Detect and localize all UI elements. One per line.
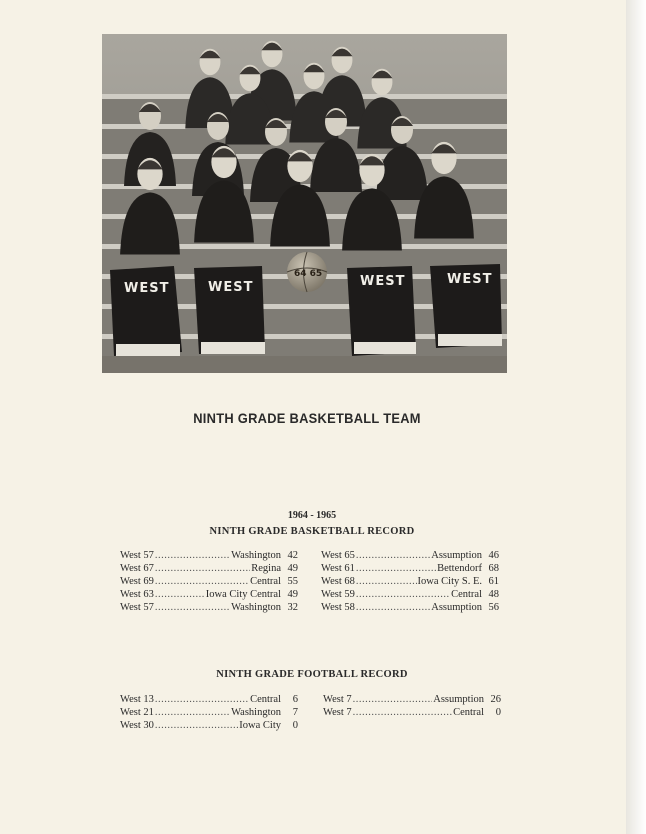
opponent-name: Assumption <box>431 550 482 561</box>
jersey-2-label: WEST <box>208 280 254 295</box>
opponent-name: Washington <box>231 550 281 561</box>
game-result-row <box>120 693 298 706</box>
football-record-left-column <box>120 693 298 732</box>
basketball <box>287 252 327 292</box>
team-score: West 21 <box>120 707 154 718</box>
opponent-score: 0 <box>292 720 298 731</box>
photo-caption: NINTH GRADE BASKETBALL TEAM <box>193 410 421 426</box>
jersey-1-label: WEST <box>124 281 170 296</box>
team-score: West 67 <box>120 563 154 574</box>
team-score: West 7 <box>323 707 352 718</box>
jersey-3 <box>347 266 416 356</box>
season-years: 1964 - 1965 <box>287 510 337 521</box>
opponent-score: 42 <box>287 550 298 561</box>
game-result-row <box>120 601 298 614</box>
game-result-row <box>323 693 501 706</box>
basketball-record-title: NINTH GRADE BASKETBALL RECORD <box>209 526 415 537</box>
opponent-name: Regina <box>251 563 281 574</box>
game-result-row <box>321 601 499 614</box>
jersey-4-label: WEST <box>447 272 493 287</box>
jersey-3-label: WEST <box>360 274 406 289</box>
team-score: West 7 <box>323 694 352 705</box>
leader-dots <box>356 575 417 588</box>
game-result-row <box>321 562 499 575</box>
opponent-name: Washington <box>231 707 281 718</box>
opponent-score: 48 <box>488 589 499 600</box>
team-score: West 57 <box>120 550 154 561</box>
game-result-row <box>120 588 298 601</box>
game-result-row <box>120 575 298 588</box>
leader-dots <box>155 575 249 588</box>
opponent-name: Central <box>250 694 281 705</box>
opponent-name: Washington <box>231 602 281 613</box>
basketball-record-left-column <box>120 549 298 614</box>
football-record-title: NINTH GRADE FOOTBALL RECORD <box>216 669 408 680</box>
team-score: West 61 <box>321 563 355 574</box>
football-record-right-column <box>323 693 501 719</box>
game-result-row <box>323 706 501 719</box>
team-score: West 58 <box>321 602 355 613</box>
team-score: West 63 <box>120 589 154 600</box>
opponent-score: 0 <box>495 707 501 718</box>
opponent-name: Bettendorf <box>437 563 482 574</box>
jersey-4 <box>430 264 502 348</box>
opponent-score: 68 <box>488 563 499 574</box>
game-result-row <box>120 719 298 732</box>
opponent-score: 26 <box>490 694 501 705</box>
team-score: West 68 <box>321 576 355 587</box>
leader-dots <box>155 562 250 575</box>
opponent-score: 56 <box>488 602 499 613</box>
leader-dots <box>356 549 430 562</box>
leader-dots <box>155 693 249 706</box>
game-result-row <box>120 549 298 562</box>
opponent-score: 32 <box>287 602 298 613</box>
team-score: West 13 <box>120 694 154 705</box>
team-score: West 57 <box>120 602 154 613</box>
opponent-name: Central <box>250 576 281 587</box>
leader-dots <box>155 706 230 719</box>
opponent-name: Assumption <box>431 602 482 613</box>
page-edge <box>626 0 646 834</box>
game-result-row <box>120 706 298 719</box>
basketball-record-right-column <box>321 549 499 614</box>
leader-dots <box>155 549 230 562</box>
leader-dots <box>353 706 452 719</box>
opponent-name: Iowa City S. E. <box>417 576 482 587</box>
leader-dots <box>356 588 450 601</box>
game-result-row <box>120 562 298 575</box>
team-photo-illustration <box>102 34 507 373</box>
game-result-row <box>321 588 499 601</box>
game-result-row <box>321 549 499 562</box>
opponent-score: 7 <box>292 707 298 718</box>
leader-dots <box>356 601 430 614</box>
opponent-name: Central <box>451 589 482 600</box>
game-result-row <box>321 575 499 588</box>
team-score: West 59 <box>321 589 355 600</box>
leader-dots <box>353 693 433 706</box>
leader-dots <box>155 719 238 732</box>
leader-dots <box>356 562 436 575</box>
leader-dots <box>155 601 230 614</box>
team-score: West 69 <box>120 576 154 587</box>
jersey-2 <box>194 266 265 354</box>
opponent-score: 49 <box>287 563 298 574</box>
opponent-score: 61 <box>488 576 499 587</box>
team-score: West 65 <box>321 550 355 561</box>
opponent-score: 55 <box>287 576 298 587</box>
team-score: West 30 <box>120 720 154 731</box>
opponent-name: Iowa City Central <box>205 589 281 600</box>
gym-floor <box>102 356 507 373</box>
opponent-score: 49 <box>287 589 298 600</box>
jersey-1 <box>110 266 182 356</box>
opponent-score: 46 <box>488 550 499 561</box>
team-photo <box>102 34 507 373</box>
opponent-name: Iowa City <box>239 720 281 731</box>
opponent-score: 6 <box>292 694 298 705</box>
opponent-name: Assumption <box>433 694 484 705</box>
leader-dots <box>155 588 205 601</box>
ball-label: 64 65 <box>294 269 323 279</box>
opponent-name: Central <box>453 707 484 718</box>
